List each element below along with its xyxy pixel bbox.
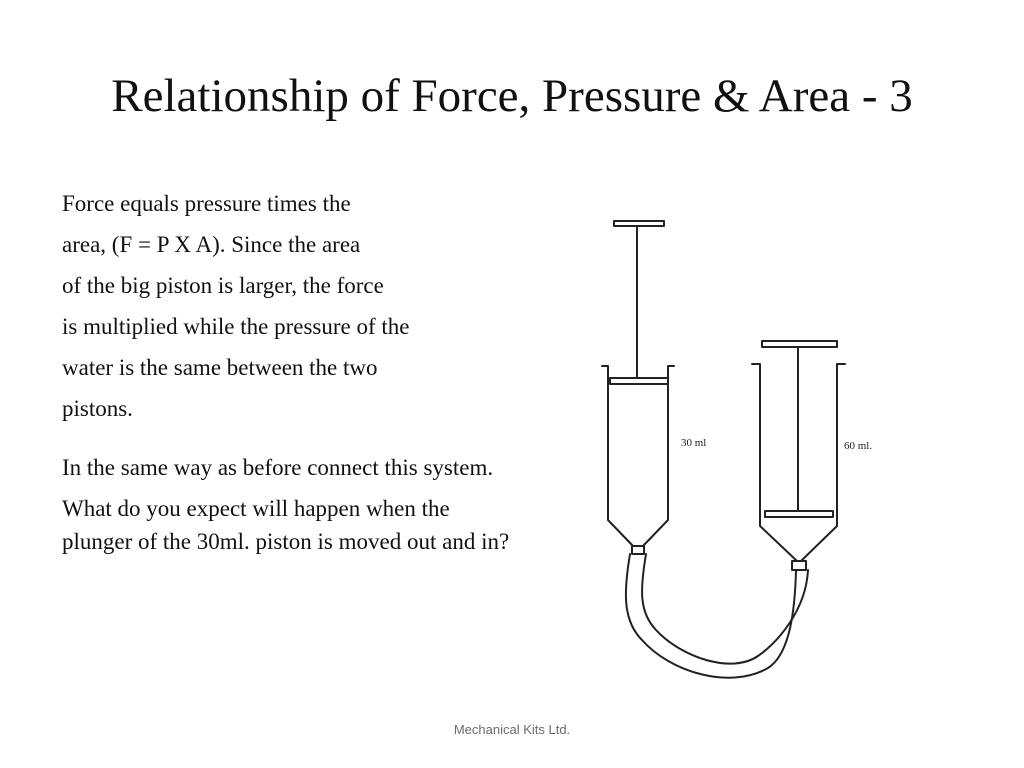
body-line: area, (F = P X A). Since the area (62, 232, 361, 257)
body-line: of the big piston is larger, the force (62, 273, 384, 298)
small-syringe (602, 221, 706, 554)
slide-title: Relationship of Force, Pressure & Area - 3 (111, 70, 913, 122)
small-syringe-nozzle (632, 546, 644, 554)
connecting-tube (626, 554, 808, 678)
large-syringe-nozzle (792, 561, 806, 570)
small-syringe-barrel (602, 366, 674, 546)
large-plunger-handle (762, 341, 837, 347)
body-line: pistons. (62, 396, 133, 421)
body-text (62, 183, 517, 558)
connect-instruction: In the same way as before connect this system. (62, 455, 494, 480)
body-line: is multiplied while the pressure of the (62, 314, 410, 339)
body-line: water is the same between the two (62, 355, 378, 380)
small-plunger-head (610, 378, 668, 384)
body-line: Force equals pressure times the (62, 191, 351, 216)
large-syringe-label: 60 ml. (844, 440, 873, 452)
large-plunger-head (765, 511, 833, 517)
large-syringe (752, 341, 872, 570)
small-plunger-handle (614, 221, 664, 226)
footer-credit: Mechanical Kits Ltd. (453, 722, 571, 737)
question-text: What do you expect will happen when the plunger of the 30ml. piston is moved out and in? (62, 496, 510, 554)
hydraulic-syringe-diagram (590, 210, 920, 700)
small-syringe-label: 30 ml (681, 437, 707, 449)
tube-outer-wall (626, 554, 796, 678)
